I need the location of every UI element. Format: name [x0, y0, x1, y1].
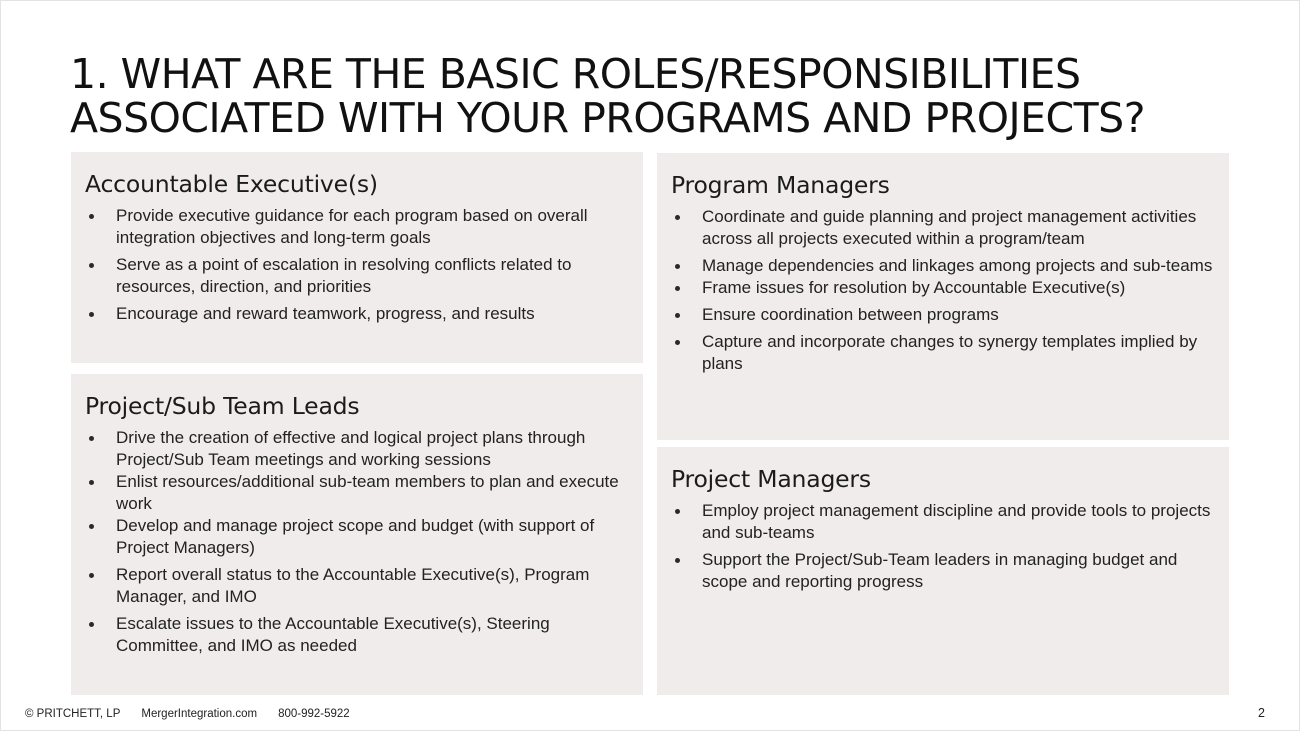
responsibility-list: [85, 427, 627, 657]
page-number: 2: [1258, 706, 1265, 720]
list-item: Employ project management discipline and provide tools to projects and sub-teams: [671, 500, 1213, 544]
slide-title: [70, 52, 1250, 140]
list-item: Provide executive guidance for each program based on overall integration objectives and long-term goals: [85, 205, 627, 249]
list-item: Enlist resources/additional sub-team members to plan and execute work: [85, 471, 627, 515]
project-sub-team-leads-card: [71, 374, 643, 695]
accountable-executive-card: [71, 152, 643, 363]
list-item: Drive the creation of effective and logical project plans through Project/Sub Team meetings and working sessions: [85, 427, 627, 471]
list-item: Coordinate and guide planning and project management activities across all projects executed within a program/team: [671, 206, 1213, 250]
card-heading: Project Managers: [671, 465, 871, 493]
copyright-text: © PRITCHETT, LP: [25, 708, 121, 720]
card-heading: Accountable Executive(s): [85, 170, 378, 198]
list-item: Ensure coordination between programs: [671, 304, 1213, 326]
slide-title-line-1: 1. WHAT ARE THE BASIC ROLES/RESPONSIBILITIES: [70, 50, 1081, 98]
slide-footer: [25, 708, 350, 720]
list-item: Encourage and reward teamwork, progress, and results: [85, 303, 627, 325]
responsibility-list: [671, 206, 1213, 375]
list-item: Serve as a point of escalation in resolving conflicts related to resources, direction, and priorities: [85, 254, 627, 298]
list-item: Manage dependencies and linkages among projects and sub-teams: [671, 255, 1213, 277]
list-item: Report overall status to the Accountable Executive(s), Program Manager, and IMO: [85, 564, 627, 608]
list-item: Escalate issues to the Accountable Executive(s), Steering Committee, and IMO as needed: [85, 613, 627, 657]
project-managers-card: [657, 447, 1229, 695]
list-item: Develop and manage project scope and budget (with support of Project Managers): [85, 515, 627, 559]
list-item: Capture and incorporate changes to synergy templates implied by plans: [671, 331, 1213, 375]
card-heading: Project/Sub Team Leads: [85, 392, 360, 420]
card-heading: Program Managers: [671, 171, 890, 199]
phone-text: 800-992-5922: [278, 708, 350, 720]
list-item: Support the Project/Sub-Team leaders in managing budget and scope and reporting progress: [671, 549, 1213, 593]
list-item: Frame issues for resolution by Accountable Executive(s): [671, 277, 1213, 299]
slide-title-line-2: ASSOCIATED WITH YOUR PROGRAMS AND PROJECTS?: [70, 94, 1145, 142]
program-managers-card: [657, 153, 1229, 440]
responsibility-list: [85, 205, 627, 325]
responsibility-list: [671, 500, 1213, 593]
website-text: MergerIntegration.com: [141, 708, 258, 720]
